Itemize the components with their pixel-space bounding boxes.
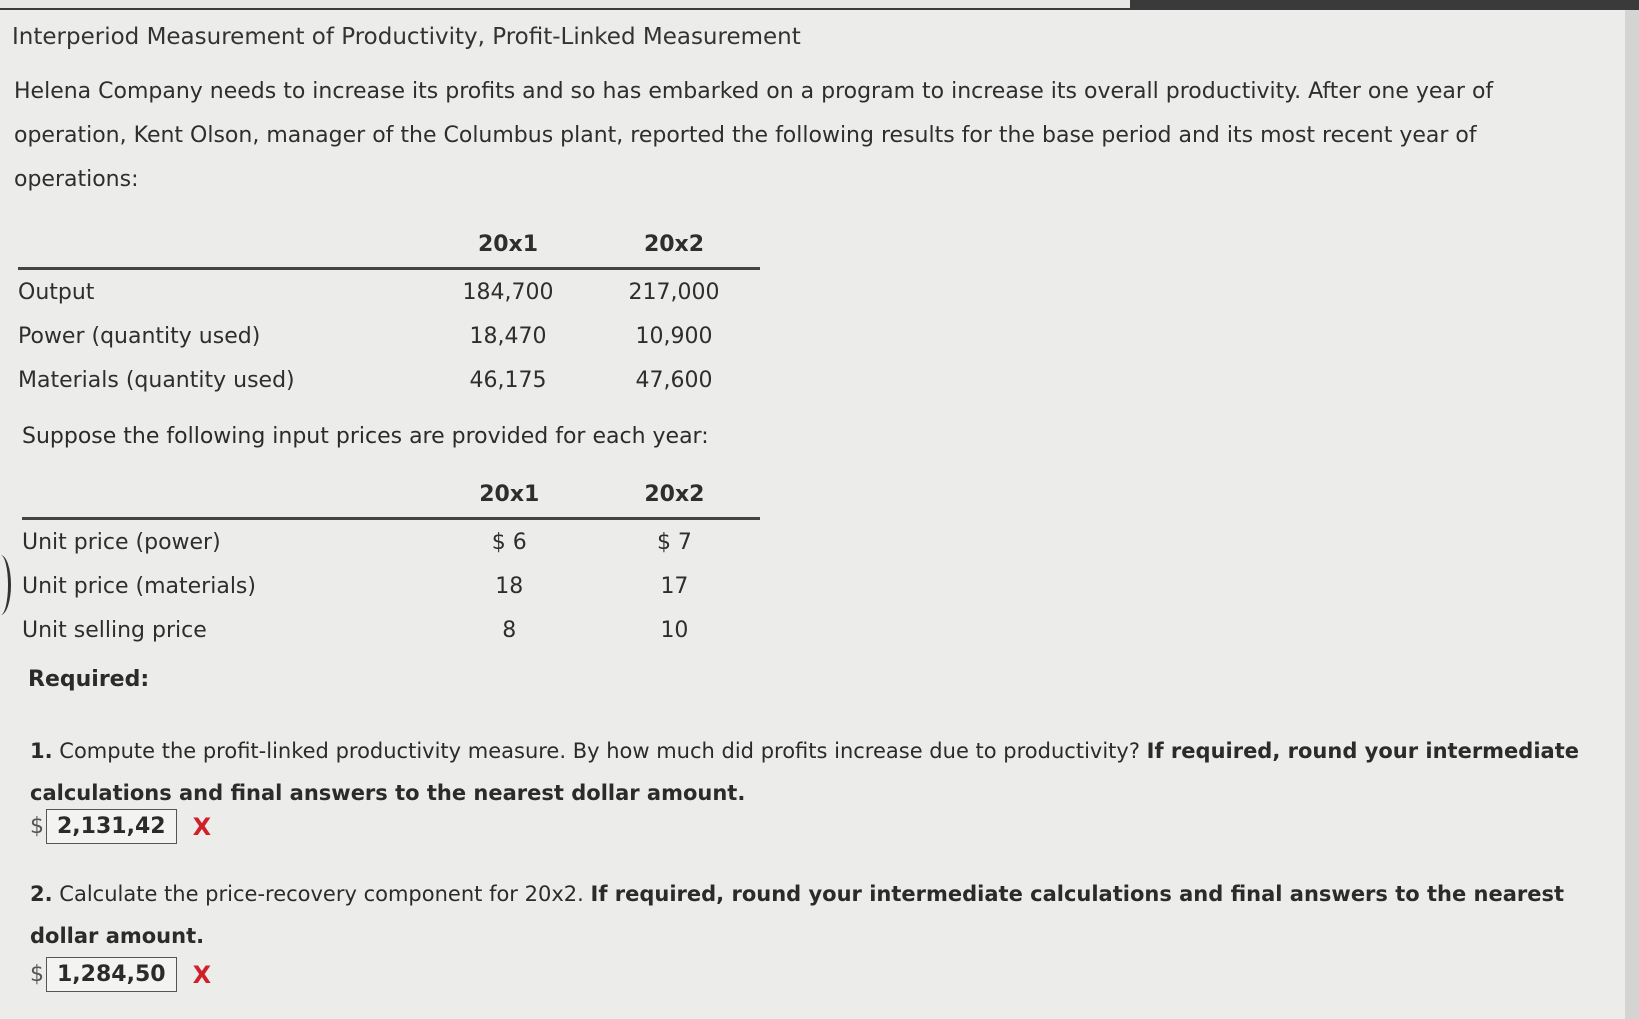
row-value-year-2: $ 7: [656, 529, 692, 555]
table-row: [22, 564, 760, 608]
row-label: Unit price (power): [22, 529, 221, 555]
question-2-number: 2.: [30, 882, 53, 906]
intro-paragraph: Helena Company needs to increase its profits and so has embarked on a program to increase its overall productivity. After one year of operation, Kent Olson, manager of the Columbus plant, reported the following results for the base period and its most recent year of operations:: [14, 79, 1494, 192]
table-header-row: [18, 232, 760, 269]
table-row: [22, 519, 760, 565]
prices-intro: Suppose the following input prices are provided for each year:: [22, 424, 709, 449]
table-row: [18, 358, 760, 402]
required-heading: Required:: [28, 667, 150, 692]
answer-1-input[interactable]: 2,131,42: [46, 809, 177, 844]
row-label: Materials (quantity used): [18, 367, 295, 393]
answer-2-input[interactable]: 1,284,50: [46, 957, 177, 992]
question-1-text: Compute the profit-linked productivity measure. By how much did profits increase due to productivity?: [59, 739, 1140, 763]
currency-symbol: $: [30, 814, 44, 839]
row-value-year-2: 217,000: [628, 279, 720, 305]
row-value-year-1: 18: [495, 573, 524, 599]
answer-2-row: [30, 957, 211, 992]
prices-table: [22, 482, 760, 652]
table-row: [18, 314, 760, 358]
answer-1-row: [30, 809, 211, 844]
top-bar-light: [0, 0, 1130, 8]
header-label: [18, 232, 428, 269]
question-2-instruction: If required, round your intermediate calculations and final answers to the nearest dollar amount.: [30, 882, 1565, 948]
row-value-year-1: $ 6: [491, 529, 527, 555]
scrollbar[interactable]: [1625, 10, 1639, 1019]
row-value-year-1: 46,175: [469, 367, 547, 393]
table-row: [22, 608, 760, 652]
row-label: Unit selling price: [22, 617, 207, 643]
row-label: Power (quantity used): [18, 323, 261, 349]
row-label: Output: [18, 279, 95, 305]
row-value-year-2: 17: [660, 573, 689, 599]
row-value-year-2: 10,900: [635, 323, 713, 349]
table-header-row: [22, 482, 760, 519]
row-value-year-1: 18,470: [469, 323, 547, 349]
table-row: [18, 269, 760, 315]
question-2: [30, 873, 1590, 957]
header-year-2: 20x2: [589, 482, 760, 519]
question-2-text: Calculate the price-recovery component for 20x2.: [59, 882, 584, 906]
row-value-year-2: 47,600: [635, 367, 713, 393]
question-1: [30, 730, 1590, 814]
incorrect-icon: X: [192, 812, 212, 841]
currency-symbol: $: [30, 962, 44, 987]
incorrect-icon: X: [192, 960, 212, 989]
header-year-1: 20x1: [428, 232, 588, 269]
row-label: Unit price (materials): [22, 573, 256, 599]
row-value-year-2: 10: [660, 617, 689, 643]
row-value-year-1: 8: [502, 617, 517, 643]
header-year-1: 20x1: [430, 482, 589, 519]
row-value-year-1: 184,700: [462, 279, 554, 305]
question-1-instruction: If required, round your intermediate calculations and final answers to the nearest dollar amount.: [30, 739, 1579, 805]
quantities-table: [18, 232, 760, 402]
header-year-2: 20x2: [588, 232, 760, 269]
header-label: [22, 482, 430, 519]
question-1-number: 1.: [30, 739, 53, 763]
page-title: Interperiod Measurement of Productivity, Profit-Linked Measurement: [12, 24, 801, 50]
